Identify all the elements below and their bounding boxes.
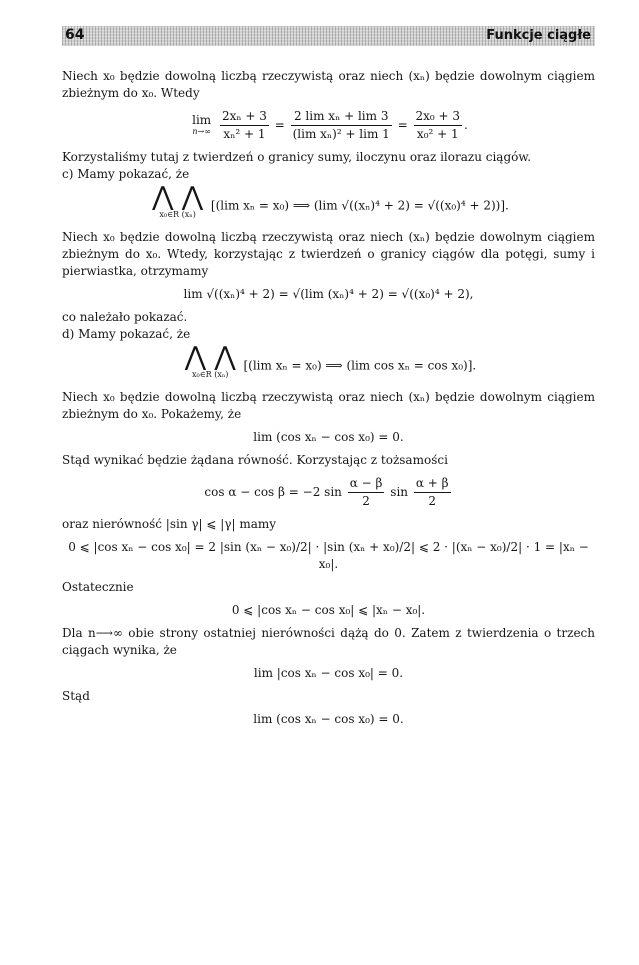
paragraph-6: Stąd wynikać będzie żądana równość. Korzystając z tożsamości (62, 453, 448, 467)
implication-expression-d: [(lim xₙ = x₀) ⟹ (lim cos xₙ = cos x₀)]. (243, 358, 477, 373)
equation-inequality-chain: 0 ⩽ |cos xₙ − cos x₀| = 2 |sin (xₙ − x₀)/2| · |sin (xₙ + x₀)/2| ⩽ 2 · |(xₙ − x₀)/2| · 1 = |xₙ − x₀|. (68, 540, 589, 571)
paragraph-1: Niech x₀ będzie dowolną liczbą rzeczywistą oraz niech (xₙ) będzie dowolnym ciągiem zbieżnym do x₀. Wtedy (62, 69, 595, 100)
page-header (62, 26, 595, 46)
paragraph-7: oraz nierówność |sin γ| ⩽ |γ| mamy (62, 517, 277, 531)
implication-expression: [(lim xₙ = x₀) ⟹ (lim √((xₙ)⁴ + 2) = √((x₀)⁴ + 2))]. (210, 198, 509, 213)
fraction-lhs: $\frac{\text{2xₙ + 3}}{\text{xₙ² + 1}}$ (222, 109, 267, 141)
paragraph-5: Niech x₀ będzie dowolną liczbą rzeczywistą oraz niech (xₙ) będzie dowolnym ciągiem zbieżnym do x₀. Pokażemy, że (62, 390, 595, 421)
identity-fraction-1: $\frac{\alpha - \beta}{2}$ (349, 476, 383, 508)
equation-final-bound: 0 ⩽ |cos xₙ − cos x₀| ⩽ |xₙ − x₀|. (231, 603, 426, 617)
identity-fraction-2: $\frac{\alpha + \beta}{2}$ (415, 476, 449, 508)
equation-limit-quotient: lim n→∞ $\frac{\text{2xₙ + 3}}{\text{xₙ² + 1}}$ = $\frac{\text{2 lim xₙ + lim 3}}{\text{(lim xₙ)² + lim 1}}$ = $\frac{\text{2x₀ + 3}}{\text{x₀² + 1}}$ . (192, 109, 468, 141)
equation-abs-limit: lim |cos xₙ − cos x₀| = 0. (253, 666, 404, 680)
paragraph-9: Dla n⟶∞ obie strony ostatniej nierówności dążą do 0. Zatem z twierdzenia o trzech ciągach wynika, że (62, 626, 595, 657)
equation-cos-identity: cos α − cos β = −2 sin $\frac{\alpha - \beta}{2}$ sin $\frac{\alpha + \beta}{2}$ (204, 476, 449, 508)
part-d-label: d) Mamy pokazać, że (62, 327, 191, 341)
fraction-rhs: $\frac{\text{2x₀ + 3}}{\text{x₀² + 1}}$ (415, 109, 461, 141)
equation-last-limit: lim (cos xₙ − cos x₀) = 0. (253, 712, 404, 726)
paragraph-2: Korzystaliśmy tutaj z twierdzeń o granicy sumy, iloczynu oraz ilorazu ciągów. (62, 150, 532, 164)
paragraph-8: Ostatecznie (62, 580, 134, 594)
page-content (62, 68, 595, 734)
quantifier-block: ⋀ ⋀ x₀∈R (xₙ) (152, 182, 204, 219)
running-title: Funkcje ciągłe (486, 28, 591, 43)
paragraph-4: co należało pokazać. (62, 310, 188, 324)
limit-operator: lim n→∞ (192, 112, 212, 136)
equation-d-statement (62, 342, 595, 383)
equation-c-statement (62, 182, 595, 223)
quantifier-block-d: ⋀ ⋀ x₀∈R (xₙ) (184, 342, 236, 379)
page-number: 64 (65, 27, 85, 43)
part-c-label: c) Mamy pokazać, że (62, 167, 190, 181)
equation-c-limit: lim √((xₙ)⁴ + 2) = √(lim (xₙ)⁴ + 2) = √((x₀)⁴ + 2), (183, 287, 474, 301)
paragraph-10: Stąd (62, 689, 90, 703)
equation-d-goal: lim (cos xₙ − cos x₀) = 0. (253, 430, 404, 444)
paragraph-3: Niech x₀ będzie dowolną liczbą rzeczywistą oraz niech (xₙ) będzie dowolnym ciągiem zbieżnym do x₀. Wtedy, korzystając z twierdzeń o granicy ciągów dla potęgi, sumy i pierwiastka, otrzymamy (62, 230, 595, 278)
fraction-mid: $\frac{\text{2 lim xₙ + lim 3}}{\text{(lim xₙ)² + lim 1}}$ (292, 109, 390, 141)
